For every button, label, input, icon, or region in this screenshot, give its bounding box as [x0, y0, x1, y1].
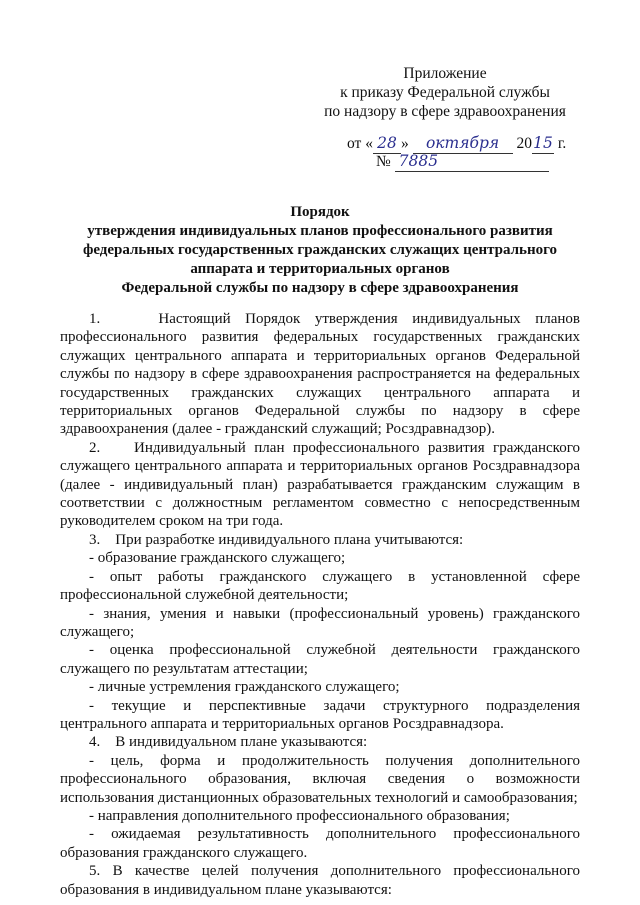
date-prefix: от «: [347, 135, 373, 152]
title-line: утверждения индивидуальных планов профессионального развития: [87, 223, 553, 239]
title-line: Федеральной службы по надзору в сфере здравоохранения: [121, 280, 519, 296]
title-line: федеральных государственных гражданских служащих центрального: [82, 242, 558, 258]
date-year-suffix: 15: [533, 134, 553, 152]
document-title: [60, 203, 580, 298]
list-item: - образование гражданского служащего;: [89, 550, 346, 567]
title-line: аппарата и территориальных органов: [190, 261, 450, 277]
appendix-line: Приложение: [403, 65, 487, 82]
list-item: - оценка профессиональной служебной деятельности гражданского служащего по результатам аттестации;: [60, 642, 580, 677]
paragraph-4: 4. В индивидуальном плане указываются:: [89, 734, 368, 751]
number-value: 7885: [395, 152, 549, 172]
order-number: [376, 152, 549, 172]
date-month: октября: [413, 134, 513, 154]
date-year-prefix: 20: [516, 135, 532, 152]
list-item: - текущие и перспективные задачи структурного подразделения центрального аппарата и территориальных органов Росздравнадзора.: [60, 697, 580, 732]
paragraph-5: 5. В качестве целей получения дополнительного профессионального образования в индивидуальном плане указываются:: [60, 863, 580, 898]
list-item: - ожидаемая результативность дополнительного профессионального образования гражданского служащего.: [60, 826, 580, 861]
list-item: - цель, форма и продолжительность получения дополнительного профессионального образования, включая сведения о возможности использования дистанционных образовательных технологий и самообразования;: [60, 752, 580, 806]
list-item: - личные устремления гражданского служащего;: [89, 679, 400, 696]
date-day: 28: [373, 134, 401, 154]
paragraph-1: 1. Настоящий Порядок утверждения индивидуальных планов профессионального развития федеральных государственных гражданских служащих центрального аппарата и территориальных органов Федеральной службы по надзору в сфере здравоохранения распространяется на федеральных государственных гражданских служащих центрального аппарата и территориальных органов Федеральной службы по надзору в сфере здравоохранения (далее - гражданский служащий; Росздравнадзор).: [60, 311, 580, 438]
order-date: [347, 134, 566, 154]
title-heading: Порядок: [290, 204, 350, 220]
list-item: - направления дополнительного профессионального образования;: [89, 807, 510, 824]
date-mid: »: [400, 135, 409, 152]
paragraph-2: 2. Индивидуальный план профессионального развития гражданского служащего центрального аппарата и территориальных органов Росздравнадзора (далее - индивидуальный план) разрабатывается гражданским служащим в соответствии с должностным регламентом совместно с непосредственным руководителем сроком на три года.: [60, 439, 580, 530]
date-suffix: г.: [557, 135, 567, 152]
appendix-block: [300, 64, 590, 121]
appendix-line: к приказу Федеральной службы: [340, 84, 550, 101]
list-item: - опыт работы гражданского служащего в установленной сфере профессиональной служебной деятельности;: [60, 568, 580, 604]
document-body: [60, 310, 580, 899]
paragraph-3: 3. При разработке индивидуального плана учитываются:: [89, 531, 464, 548]
number-prefix: №: [376, 153, 391, 170]
appendix-line: по надзору в сфере здравоохранения: [324, 103, 566, 120]
list-item: - знания, умения и навыки (профессиональный уровень) гражданского служащего;: [60, 605, 580, 640]
